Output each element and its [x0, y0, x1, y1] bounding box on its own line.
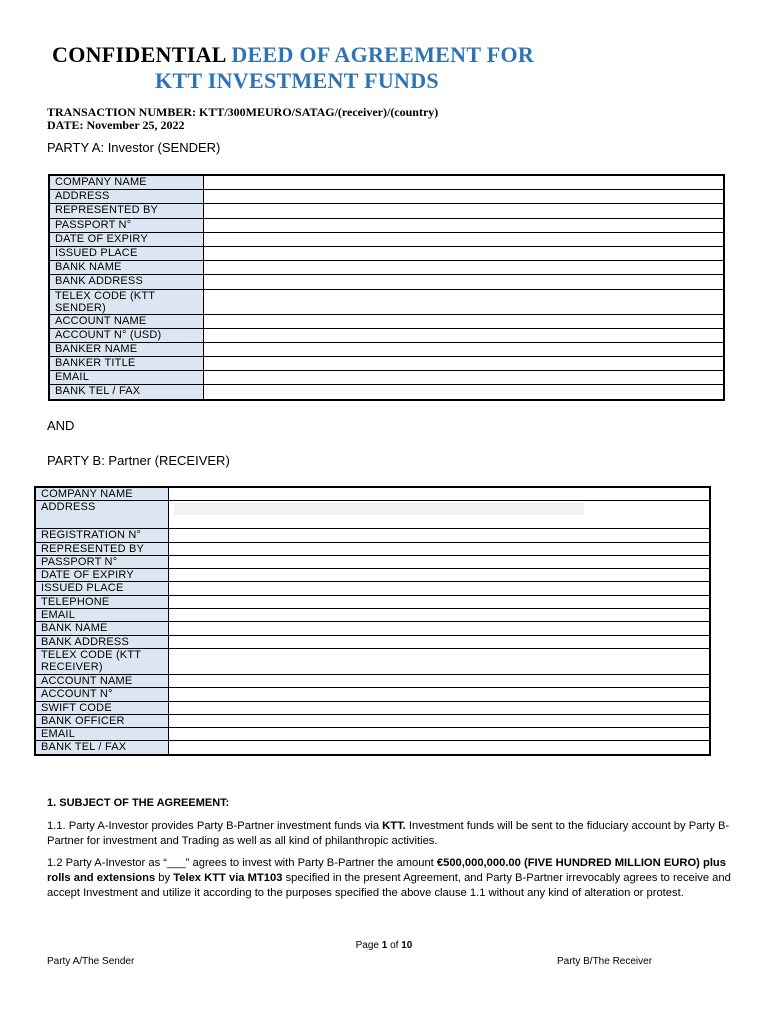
- party-a-field-value[interactable]: [203, 275, 724, 289]
- party-a-field-label: BANK NAME: [49, 261, 203, 275]
- party-b-heading: PARTY B: Partner (RECEIVER): [47, 453, 230, 468]
- party-b-field-label: REGISTRATION N°: [35, 529, 168, 542]
- party-a-field-value[interactable]: [203, 190, 724, 204]
- and-separator: AND: [47, 418, 75, 433]
- table-row: [49, 190, 724, 204]
- party-a-field-label: ISSUED PLACE: [49, 246, 203, 260]
- clause-1-1-bold: KTT.: [382, 820, 406, 832]
- party-b-field-value[interactable]: [168, 674, 710, 687]
- party-b-field-value[interactable]: [168, 728, 710, 741]
- party-b-field-label: PASSPORT N°: [35, 555, 168, 568]
- party-b-field-value[interactable]: [168, 555, 710, 568]
- table-row: [35, 555, 710, 568]
- party-a-field-label: BANKER NAME: [49, 342, 203, 356]
- table-row: [35, 714, 710, 727]
- table-row: [49, 342, 724, 356]
- party-a-field-label: REPRESENTED BY: [49, 204, 203, 218]
- party-a-field-label: PASSPORT N°: [49, 218, 203, 232]
- party-a-field-label: ADDRESS: [49, 190, 203, 204]
- clause-1-1-text: 1.1. Party A-Investor provides Party B-Partner investment funds via: [47, 820, 383, 832]
- party-a-field-value[interactable]: [203, 371, 724, 385]
- table-row: [35, 487, 710, 501]
- party-a-field-value[interactable]: [203, 246, 724, 260]
- footer-party-b: Party B/The Receiver: [557, 956, 653, 967]
- party-a-field-value[interactable]: [203, 175, 724, 190]
- party-a-field-value[interactable]: [203, 385, 724, 400]
- party-a-field-value[interactable]: [203, 261, 724, 275]
- party-b-field-label: BANK TEL / FAX: [35, 741, 168, 755]
- document-title-line-1: [52, 42, 534, 68]
- clause-1-2-method: Telex KTT via MT103: [173, 872, 283, 884]
- party-a-field-value[interactable]: [203, 218, 724, 232]
- clause-1-2-text-rest: specified in the present Agreement, and Party B-Partner irrevocably agrees to receive and accept Investment and utilize it according to the purposes specified the above clause 1.1 without any kind of alteration or protest.: [47, 872, 731, 899]
- footer-party-a: Party A/The Sender: [47, 956, 135, 967]
- table-row: [35, 595, 710, 608]
- page-number: [0, 940, 768, 951]
- table-row: [49, 232, 724, 246]
- party-b-field-label: TELEPHONE: [35, 595, 168, 608]
- table-row: [49, 357, 724, 371]
- party-b-field-label: ACCOUNT N°: [35, 688, 168, 701]
- party-b-field-value[interactable]: [168, 542, 710, 555]
- party-a-field-label: COMPANY NAME: [49, 175, 203, 190]
- party-b-field-label: ACCOUNT NAME: [35, 674, 168, 687]
- table-row: [49, 328, 724, 342]
- clause-1-2-amount: €500,000,000.00 (FIVE HUNDRED MILLION EURO) plus rolls and extensions: [47, 857, 726, 884]
- party-b-field-label: BANK NAME: [35, 622, 168, 635]
- table-row: [35, 569, 710, 582]
- table-row: [49, 261, 724, 275]
- table-row: [35, 728, 710, 741]
- party-a-field-value[interactable]: [203, 342, 724, 356]
- table-row: [35, 622, 710, 635]
- party-a-field-label: ACCOUNT N° (USD): [49, 328, 203, 342]
- party-a-field-label: BANK ADDRESS: [49, 275, 203, 289]
- transaction-number: TRANSACTION NUMBER: KTT/300MEURO/SATAG/(receiver)/(country): [47, 105, 439, 119]
- party-b-field-label: SWIFT CODE: [35, 701, 168, 714]
- table-row: [49, 218, 724, 232]
- party-a-field-label: EMAIL: [49, 371, 203, 385]
- document-date: DATE: November 25, 2022: [47, 118, 185, 132]
- table-row: [35, 501, 710, 529]
- table-row: [49, 314, 724, 328]
- table-row: [49, 385, 724, 400]
- party-b-field-value[interactable]: [168, 622, 710, 635]
- table-row: [49, 204, 724, 218]
- table-row: [35, 609, 710, 622]
- page-of: of: [387, 940, 402, 951]
- page-total: 10: [401, 940, 413, 951]
- party-b-field-value[interactable]: [168, 595, 710, 608]
- table-row: [35, 582, 710, 595]
- table-row: [35, 635, 710, 648]
- table-row: [35, 674, 710, 687]
- party-a-heading: PARTY A: Investor (SENDER): [47, 140, 221, 155]
- table-row: [35, 741, 710, 755]
- table-row: [49, 175, 724, 190]
- table-row: [35, 688, 710, 701]
- party-b-field-value[interactable]: [168, 648, 710, 674]
- table-row: [49, 275, 724, 289]
- section-subject-title: 1. SUBJECT OF THE AGREEMENT:: [47, 797, 230, 809]
- table-row: [35, 701, 710, 714]
- party-b-field-value[interactable]: [168, 569, 710, 582]
- party-b-field-value[interactable]: [168, 487, 710, 501]
- party-a-field-value[interactable]: [203, 289, 724, 314]
- party-a-field-value[interactable]: [203, 328, 724, 342]
- table-row: [49, 289, 724, 314]
- party-a-field-value[interactable]: [203, 357, 724, 371]
- party-b-field-value[interactable]: [168, 635, 710, 648]
- title-deed: DEED OF AGREEMENT FOR: [231, 42, 535, 67]
- party-b-field-value[interactable]: [168, 501, 710, 529]
- party-b-field-label: ISSUED PLACE: [35, 582, 168, 595]
- party-b-field-label: COMPANY NAME: [35, 487, 168, 501]
- clause-1-1: [47, 819, 737, 849]
- party-b-field-value[interactable]: [168, 714, 710, 727]
- party-a-field-label: BANK TEL / FAX: [49, 385, 203, 400]
- table-row: [35, 542, 710, 555]
- party-a-field-value[interactable]: [203, 204, 724, 218]
- party-b-field-value[interactable]: [168, 529, 710, 542]
- party-a-field-label: ACCOUNT NAME: [49, 314, 203, 328]
- party-b-field-value[interactable]: [168, 609, 710, 622]
- table-row: [35, 529, 710, 542]
- party-b-field-label: ADDRESS: [35, 501, 168, 529]
- page-current: 1: [381, 940, 388, 951]
- title-confidential: CONFIDENTIAL: [52, 42, 226, 67]
- party-b-field-label: EMAIL: [35, 728, 168, 741]
- party-b-field-label: EMAIL: [35, 609, 168, 622]
- page-prefix: Page: [355, 940, 382, 951]
- party-a-table: [48, 174, 725, 401]
- party-b-field-label: TELEX CODE (KTT RECEIVER): [35, 648, 168, 674]
- party-a-field-label: TELEX CODE (KTT SENDER): [49, 289, 203, 314]
- table-row: [35, 648, 710, 674]
- party-b-field-value[interactable]: [168, 582, 710, 595]
- table-row: [49, 246, 724, 260]
- document-title-line-2: KTT INVESTMENT FUNDS: [155, 68, 439, 93]
- party-b-field-label: BANK ADDRESS: [35, 635, 168, 648]
- party-a-field-label: BANKER TITLE: [49, 357, 203, 371]
- party-b-field-value[interactable]: [168, 741, 710, 755]
- party-a-field-label: DATE OF EXPIRY: [49, 232, 203, 246]
- party-b-table: [34, 486, 711, 756]
- clause-1-2-text-by: by: [155, 872, 174, 884]
- party-a-field-value[interactable]: [203, 314, 724, 328]
- table-row: [49, 371, 724, 385]
- clause-1-1-text-rest: Investment funds will be sent to the fiduciary account by Party B-Partner for investment and Trading as well as all kind of philanthropic activities.: [47, 820, 730, 847]
- party-b-field-label: DATE OF EXPIRY: [35, 569, 168, 582]
- party-b-field-value[interactable]: [168, 688, 710, 701]
- party-b-field-label: BANK OFFICER: [35, 714, 168, 727]
- address-fill-area: [174, 503, 584, 515]
- party-a-field-value[interactable]: [203, 232, 724, 246]
- clause-1-2-text: 1.2 Party A-Investor as “___” agrees to invest with Party B-Partner the amount: [47, 857, 437, 869]
- party-b-field-value[interactable]: [168, 701, 710, 714]
- clause-1-2: [47, 856, 737, 901]
- party-b-field-label: REPRESENTED BY: [35, 542, 168, 555]
